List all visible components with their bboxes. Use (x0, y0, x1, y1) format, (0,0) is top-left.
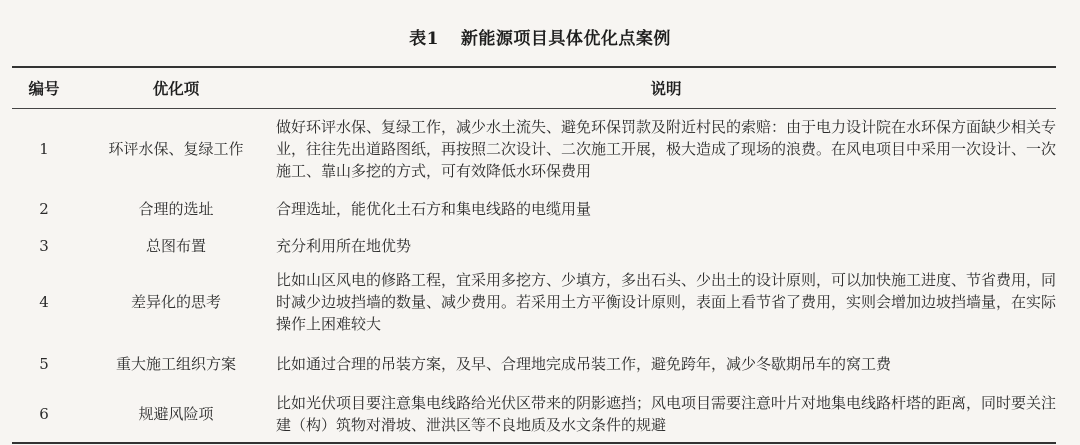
table-row (12, 189, 1056, 229)
row-item: 环评水保、复绿工作 (108, 139, 244, 158)
row-description: 比如光伏项目要注意集电线路给光伏区带来的阴影遮挡；风电项目需要注意叶片对地集电线路杆塔的距离，同时要关注建（构）筑物对滑坡、泄洪区等不良地质及水文条件的规避 (276, 394, 1057, 434)
row-number: 3 (39, 236, 49, 255)
table-row (12, 109, 1056, 189)
header-description: 说明 (276, 67, 1056, 109)
table-header-row (12, 67, 1056, 109)
table-number: 表1 (409, 29, 439, 49)
row-description: 合理选址，能优化土石方和集电线路的电缆用量 (276, 199, 592, 218)
row-item: 规避风险项 (138, 405, 214, 423)
row-item: 重大施工组织方案 (115, 354, 236, 373)
row-description: 比如山区风电的修路工程，宜采用多挖方、少填方，多出石头、少出土的设计原则，可以加快施工进度、节省费用，同时减少边坡挡墙的数量、减少费用。若采用土方平衡设计原则，表面上看节省了费用，实则会增加边坡挡墙量，在实际操作上困难较大 (276, 270, 1057, 333)
row-number: 2 (39, 199, 49, 218)
row-item: 总图布置 (145, 236, 206, 255)
row-description: 比如通过合理的吊装方案，及早、合理地完成吊装工作，避免跨年，减少冬歇期吊车的窝工费 (276, 354, 892, 373)
table-row (12, 341, 1056, 387)
optimization-table (12, 66, 1056, 444)
row-item: 合理的选址 (138, 199, 214, 218)
row-number: 5 (39, 354, 49, 373)
table-title: 新能源项目具体优化点案例 (460, 29, 671, 49)
header-number: 编号 (12, 67, 76, 109)
table-row (12, 263, 1056, 341)
table-row (12, 387, 1056, 443)
table-row (12, 229, 1056, 263)
header-item: 优化项 (76, 67, 276, 109)
row-number: 1 (39, 139, 49, 158)
row-number: 4 (39, 292, 49, 311)
table-caption (0, 24, 1080, 49)
row-description: 做好环评水保、复绿工作，减少水土流失、避免环保罚款及附近村民的索赔：由于电力设计院在水环保方面缺少相关专业，往往先出道路图纸，再按照二次设计、二次施工开展，极大造成了现场的浪费。在风电项目中采用一次设计、一次施工、靠山多挖的方式，可有效降低水环保费用 (276, 117, 1057, 180)
row-item: 差异化的思考 (130, 292, 221, 311)
row-description: 充分利用所在地优势 (276, 236, 412, 255)
row-number: 6 (39, 405, 49, 423)
